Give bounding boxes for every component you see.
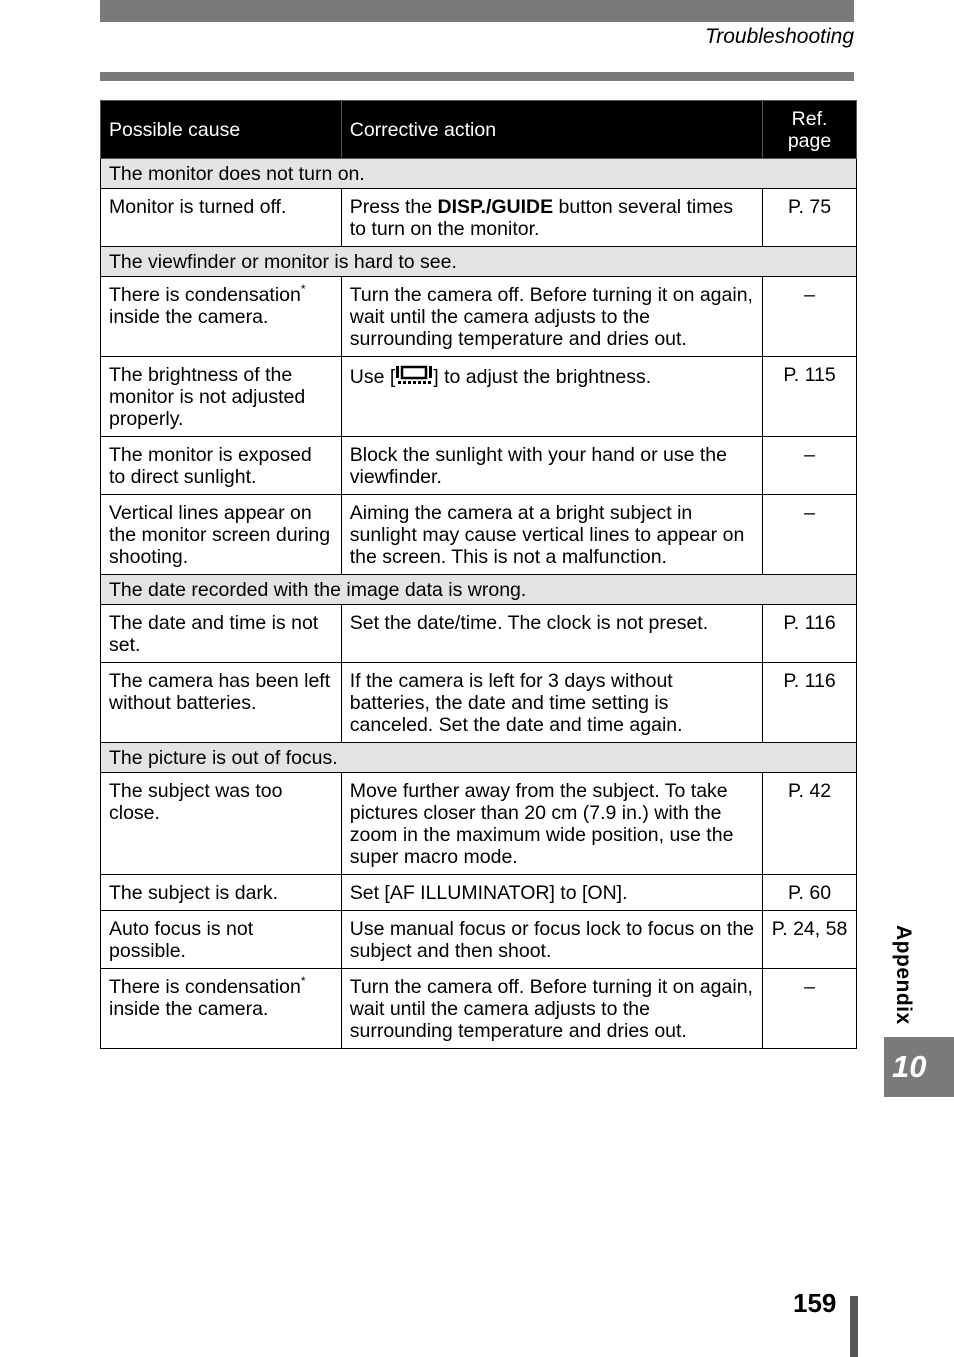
ref-cell: P. 115 bbox=[763, 357, 857, 437]
footnote-mark: * bbox=[300, 282, 306, 296]
cause-text: There is condensation bbox=[109, 284, 301, 306]
action-text: ] to adjust the brightness. bbox=[433, 366, 652, 388]
ref-cell: – bbox=[763, 437, 857, 495]
cause-cell: Auto focus is not possible. bbox=[101, 911, 342, 969]
action-text: Use [ bbox=[349, 366, 396, 388]
action-cell: Set the date/time. The clock is not preset. bbox=[341, 605, 762, 663]
cause-text: There is condensation bbox=[109, 976, 301, 998]
cause-cell: Vertical lines appear on the monitor screen during shooting. bbox=[101, 495, 342, 575]
ref-cell: – bbox=[763, 495, 857, 575]
table-row bbox=[101, 969, 857, 1049]
ref-cell: – bbox=[763, 969, 857, 1049]
cause-cell: The date and time is not set. bbox=[101, 605, 342, 663]
ref-cell: – bbox=[763, 277, 857, 357]
section-title: Troubleshooting bbox=[704, 25, 854, 48]
ref-cell: P. 60 bbox=[763, 875, 857, 911]
ref-cell: P. 116 bbox=[763, 663, 857, 743]
monitor-brightness-icon bbox=[395, 364, 433, 391]
footnote-mark: * bbox=[300, 974, 306, 988]
action-cell: Move further away from the subject. To take pictures closer than 20 cm (7.9 in.) with the zoom in the maximum wide position, use the super macro mode. bbox=[341, 773, 762, 875]
section-title-cell: The picture is out of focus. bbox=[101, 743, 857, 773]
column-header-cause: Possible cause bbox=[101, 101, 342, 159]
troubleshooting-table bbox=[100, 100, 857, 1049]
cause-cell: The brightness of the monitor is not adjusted properly. bbox=[101, 357, 342, 437]
ref-cell: P. 75 bbox=[763, 189, 857, 247]
section-title-cell: The date recorded with the image data is wrong. bbox=[101, 575, 857, 605]
section-row bbox=[101, 575, 857, 605]
page-number-bar bbox=[850, 1296, 858, 1357]
chapter-tab: 10 bbox=[884, 1037, 954, 1097]
table-row bbox=[101, 663, 857, 743]
action-cell: If the camera is left for 3 days without batteries, the date and time setting is canceled. Set the date and time again. bbox=[341, 663, 762, 743]
table-row bbox=[101, 875, 857, 911]
section-title-cell: The viewfinder or monitor is hard to see. bbox=[101, 247, 857, 277]
ref-cell: P. 24, 58 bbox=[763, 911, 857, 969]
cause-cell: Monitor is turned off. bbox=[101, 189, 342, 247]
cause-cell bbox=[101, 969, 342, 1049]
section-row bbox=[101, 159, 857, 189]
cause-text: inside the camera. bbox=[109, 306, 269, 328]
action-cell: Use manual focus or focus lock to focus on the subject and then shoot. bbox=[341, 911, 762, 969]
page-number: 159 bbox=[793, 1288, 837, 1318]
column-header-action: Corrective action bbox=[341, 101, 762, 159]
cause-cell: The subject is dark. bbox=[101, 875, 342, 911]
action-cell: Turn the camera off. Before turning it on again, wait until the camera adjusts to the surrounding temperature and dries out. bbox=[341, 277, 762, 357]
action-cell: Turn the camera off. Before turning it on again, wait until the camera adjusts to the surrounding temperature and dries out. bbox=[341, 969, 762, 1049]
header-top-bar bbox=[100, 0, 854, 22]
action-cell bbox=[341, 357, 762, 437]
action-cell bbox=[341, 189, 762, 247]
table-row bbox=[101, 189, 857, 247]
action-cell: Block the sunlight with your hand or use the viewfinder. bbox=[341, 437, 762, 495]
table-row bbox=[101, 357, 857, 437]
cause-text: inside the camera. bbox=[109, 998, 269, 1020]
appendix-side-label: Appendix bbox=[892, 925, 915, 1025]
cause-cell: The subject was too close. bbox=[101, 773, 342, 875]
table-row bbox=[101, 605, 857, 663]
table-row bbox=[101, 277, 857, 357]
disp-guide-button-name: DISP./GUIDE bbox=[437, 196, 554, 218]
cause-cell: The monitor is exposed to direct sunlight. bbox=[101, 437, 342, 495]
action-text: button several times to turn on the monitor. bbox=[349, 196, 734, 240]
header-rule bbox=[100, 72, 854, 81]
cause-cell bbox=[101, 277, 342, 357]
ref-cell: P. 116 bbox=[763, 605, 857, 663]
ref-cell: P. 42 bbox=[763, 773, 857, 875]
section-row bbox=[101, 743, 857, 773]
table-header-row bbox=[101, 101, 857, 159]
cause-cell: The camera has been left without batteries. bbox=[101, 663, 342, 743]
table-row bbox=[101, 911, 857, 969]
table-row bbox=[101, 437, 857, 495]
table-row bbox=[101, 773, 857, 875]
section-row bbox=[101, 247, 857, 277]
table-row bbox=[101, 495, 857, 575]
action-cell: Set [AF ILLUMINATOR] to [ON]. bbox=[341, 875, 762, 911]
section-title-cell: The monitor does not turn on. bbox=[101, 159, 857, 189]
column-header-ref: Ref. page bbox=[763, 101, 857, 159]
action-cell: Aiming the camera at a bright subject in sunlight may cause vertical lines to appear on the screen. This is not a malfunction. bbox=[341, 495, 762, 575]
action-text: Press the bbox=[349, 196, 438, 218]
